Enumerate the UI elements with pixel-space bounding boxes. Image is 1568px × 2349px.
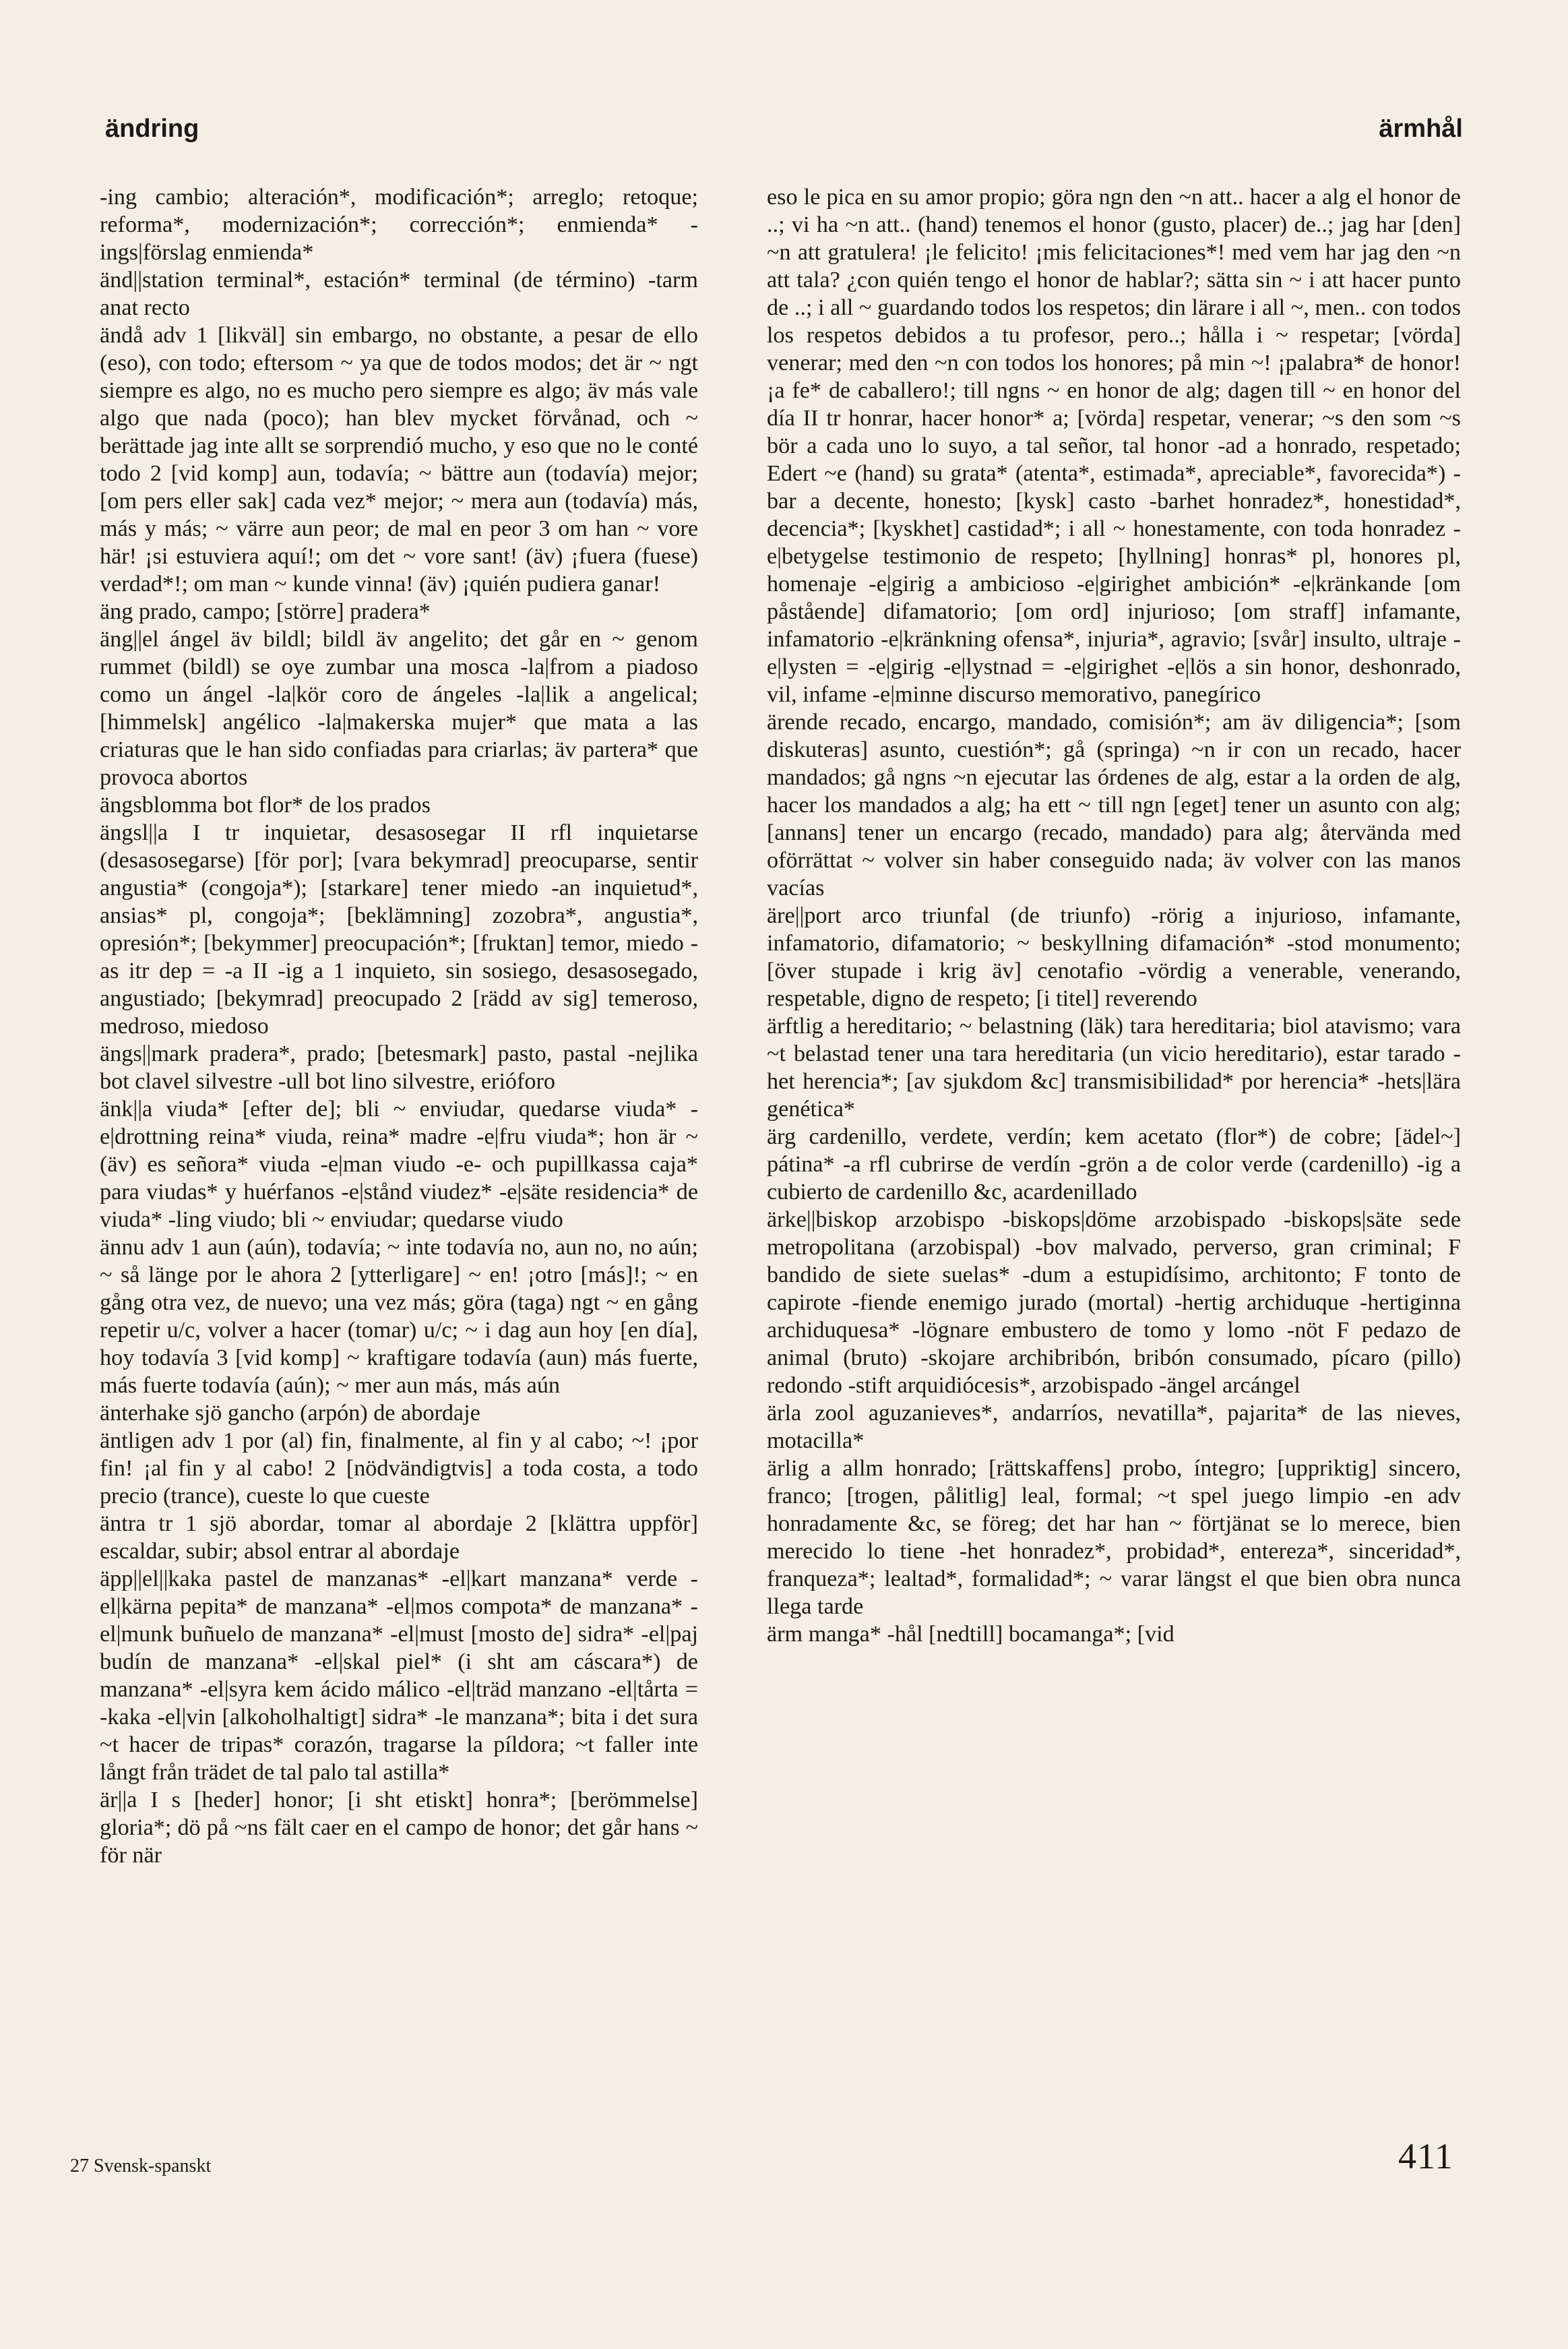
right-column [767, 183, 1461, 1648]
dictionary-entry: äng||el ángel äv bildl; bildl äv angelito; det går en ~ genom rummet (bildl) se oye zumbar una mosca -la|from a piadoso como un ángel -la|kör coro de ángeles -la|lik a angelical; [himmelsk] angélico -la|makerska mujer* que mata a las criaturas que le han sido confiadas para criarlas; äv partera* que provoca abortos [100, 627, 698, 790]
dictionary-entry: ärla zool aguzanieves*, andarríos, nevatilla*, pajarita* de las nieves, motacilla* [767, 1401, 1461, 1453]
running-head-left: ändring [105, 115, 199, 143]
dictionary-entry: ärende recado, encargo, mandado, comisión*; am äv diligencia*; [som diskuteras] asunto, cuestión*; gå (springa) ~n ir con un recado, hacer mandados; gå ngns ~n ejecutar las órdenes de alg, estar a la orden de alg, hacer los mandados a alg; ha ett ~ till ngn [eget] tener un asunto con alg; [annans] tener un encargo (recado, mandado) para alg; återvända med oförrättat ~ volver sin haber conseguido nada; äv volver con las manos vacías [767, 710, 1461, 901]
dictionary-entry: änterhake sjö gancho (arpón) de abordaje [100, 1401, 480, 1426]
dictionary-entry: -ing cambio; alteración*, modificación*; arreglo; retoque; reforma*, modernización*; corrección*; enmienda* -ings|förslag enmienda* [100, 185, 698, 265]
dictionary-entry: ärlig a allm honrado; [rättskaffens] probo, íntegro; [uppriktig] sincero, franco; [trogen, pålitlig] leal, formal; ~t spel juego limpio -en adv honradamente &c, se föreg; det har han ~ förtjänat se lo merece, bien merecido lo tiene -het honradez*, probidad*, entereza*, sinceridad*, franqueza*; lealtad*, formalidad*; ~ varar längst el que bien obra nunca llega tarde [767, 1456, 1461, 1619]
running-head-right: ärmhål [1379, 115, 1463, 143]
dictionary-entry: ändå adv 1 [likväl] sin embargo, no obstante, a pesar de ello (eso), con todo; eftersom ~ ya que de todos modos; det är ~ ngt siempre es algo, no es mucho pero siempre es algo; äv más vale algo que nada (poco); han blev mycket förvånad, och ~ berättade jag inte allt se sorprendió mucho, y eso que no le conté todo 2 [vid komp] aun, todavía; ~ bättre aun (todavía) mejor; [om pers eller sak] cada vez* mejor; ~ mera aun (todavía) más, más y más; ~ värre aun peor; de mal en peor 3 om han ~ vore här! ¡si estuviera aquí!; om det ~ vore sant! (äv) ¡fuera (fuese) verdad*!; om man ~ kunde vinna! (äv) ¡quién pudiera ganar! [100, 323, 698, 597]
dictionary-entry: ärke||biskop arzobispo -biskops|döme arzobispado -biskops|säte sede metropolitana (arzobispal) -bov malvado, perverso, gran criminal; F bandido de siete suelas* -dum a estupidísimo, architonto; F tonto de capirote -fiende enemigo jurado (mortal) -hertig archiduque -hertiginna archiduquesa* -lögnare embustero de tomo y lomo -nöt F pedazo de animal (bruto) -skojare archibribón, bribón consumado, pícaro (pillo) redondo -stift arquidiócesis*, arzobispado -ängel arcángel [767, 1207, 1461, 1398]
left-column [100, 183, 698, 1869]
dictionary-entry: äntligen adv 1 por (al) fin, finalmente, al fin y al cabo; ~! ¡por fin! ¡al fin y al cabo! 2 [nödvändigtvis] a toda costa, a todo precio (trance), cueste lo que cueste [100, 1428, 698, 1508]
dictionary-entry: ängsl||a I tr inquietar, desasosegar II rfl inquietarse (desasosegarse) [för por]; [vara bekymrad] preocuparse, sentir angustia* (congoja*); [starkare] tener miedo -an inquietud*, ansias* pl, congoja*; [beklämning] zozobra*, angustia*, opresión*; [bekymmer] preocupación*; [fruktan] temor, miedo -as itr dep = -a II -ig a 1 inquieto, sin sosiego, desasosegado, angustiado; [bekymrad] preocupado 2 [rädd av sig] temeroso, medroso, miedoso [100, 820, 698, 1039]
dictionary-entry: ärm manga* -hål [nedtill] bocamanga*; [vid [767, 1622, 1174, 1647]
dictionary-entry: äre||port arco triunfal (de triunfo) -rörig a injurioso, infamante, infamatorio, difamatorio; ~ beskyllning difamación* -stod monumento; [över stupade i krig äv] cenotafio -vördig a venerable, venerando, respetable, digno de respeto; [i titel] reverendo [767, 903, 1461, 1011]
dictionary-entry: änk||a viuda* [efter de]; bli ~ enviudar, quedarse viuda* -e|drottning reina* viuda, reina* madre -e|fru viuda*; hon är ~ (äv) es señora* viuda -e|man viudo -e- och pupillkassa caja* para viudas* y huérfanos -e|stånd viudez* -e|säte residencia* de viuda* -ling viudo; bli ~ enviudar; quedarse viudo [100, 1097, 698, 1232]
dictionary-entry: ännu adv 1 aun (aún), todavía; ~ inte todavía no, aun no, no aún; ~ så länge por le ahora 2 [ytterligare] ~ en! ¡otro [más]!; ~ en gång otra vez, de nuevo; una vez más; göra (taga) ngt ~ en gång repetir u/c, volver a hacer (tomar) u/c; ~ i dag aun hoy [en día], hoy todavía 3 [vid komp] ~ kraftigare todavía (aun) más fuerte, más fuerte todavía (aún); ~ mer aun más, más aún [100, 1235, 698, 1398]
dictionary-entry: änd||station terminal*, estación* terminal (de término) -tarm anat recto [100, 268, 698, 320]
dictionary-entry: äpp||el||kaka pastel de manzanas* -el|kart manzana* verde -el|kärna pepita* de manzana* -el|mos compota* de manzana* -el|munk buñuelo de manzana* -el|must [mosto de] sidra* -el|paj budín de manzana* -el|skal piel* (i sht am cáscara*) de manzana* -el|syra kem ácido málico -el|träd manzano -el|tårta = -kaka -el|vin [alkoholhaltigt] sidra* -le manzana*; bita i det sura ~t hacer de tripas* corazón, tragarse la píldora; ~t faller inte långt från trädet de tal palo tal astilla* [100, 1566, 698, 1785]
dictionary-entry: eso le pica en su amor propio; göra ngn den ~n att.. hacer a alg el honor de ..; vi ha ~n att.. (hand) tenemos el honor (gusto, placer) de..; jag har [den] ~n att gratulera! ¡le felicito! ¡mis felicitaciones*! med vem har jag den ~n att tala? ¿con quién tengo el honor de hablar?; sätta sin ~ i att hacer punto de ..; i all ~ guardando todos los respetos; din lärare i all ~, men.. con todos los respetos debidos a tu profesor, pero..; hålla i ~ respetar; [vörda] venerar; med den ~n con todos los honores; på min ~! ¡palabra* de honor! ¡a fe* de caballero!; till ngns ~ en honor de alg; dagen till ~ en honor del día II tr honrar, hacer honor* a; [vörda] respetar, venerar; ~s den som ~s bör a cada uno lo suyo, a tal señor, tal honor -ad a honrado, respetado; Edert ~e (hand) su grata* (atenta*, estimada*, apreciable*, favorecida*) -bar a decente, honesto; [kysk] casto -barhet honradez*, honestidad*, decencia*; [kyskhet] castidad*; i all ~ honestamente, con toda honradez -e|betygelse testimonio de respeto; [hyllning] honras* pl, honores pl, homenaje -e|girig a ambicioso -e|girighet ambición* -e|kränkande [om påstående] difamatorio; [om ord] injurioso; [om straff] infamante, infamatorio -e|kränkning ofensa*, injuria*, agravio; [svår] insulto, ultraje -e|lysten = -e|girig -e|lystnad = -e|girighet -e|lös a sin honor, deshonrado, vil, infame -e|minne discurso memorativo, panegírico [767, 185, 1461, 707]
dictionary-entry: ängsblomma bot flor* de los prados [100, 793, 431, 818]
dictionary-entry: äntra tr 1 sjö abordar, tomar al abordaje 2 [klättra uppför] escaldar, subir; absol entrar al abordaje [100, 1511, 698, 1564]
dictionary-entry: ärftlig a hereditario; ~ belastning (läk) tara hereditaria; biol atavismo; vara ~t belastad tener una tara hereditaria (un vicio hereditario), estar tarado -het herencia*; [av sjukdom &c] transmisibilidad* por herencia* -hets|lära genética* [767, 1014, 1461, 1122]
signature-line: 27 Svensk-spanskt [70, 2156, 212, 2176]
dictionary-entry: äng prado, campo; [större] pradera* [100, 599, 431, 624]
page-number: 411 [1398, 2136, 1453, 2176]
dictionary-entry: ängs||mark pradera*, prado; [betesmark] pasto, pastal -nejlika bot clavel silvestre -ull bot lino silvestre, erióforo [100, 1041, 698, 1094]
dictionary-entry: ärg cardenillo, verdete, verdín; kem acetato (flor*) de cobre; [ädel~] pátina* -a rfl cubrirse de verdín -grön a de color verde (cardenillo) -ig a cubierto de cardenillo &c, acardenillado [767, 1124, 1461, 1204]
dictionary-entry: är||a I s [heder] honor; [i sht etiskt] honra*; [berömmelse] gloria*; dö på ~ns fält caer en el campo de honor; det går hans ~ för när [100, 1788, 698, 1868]
